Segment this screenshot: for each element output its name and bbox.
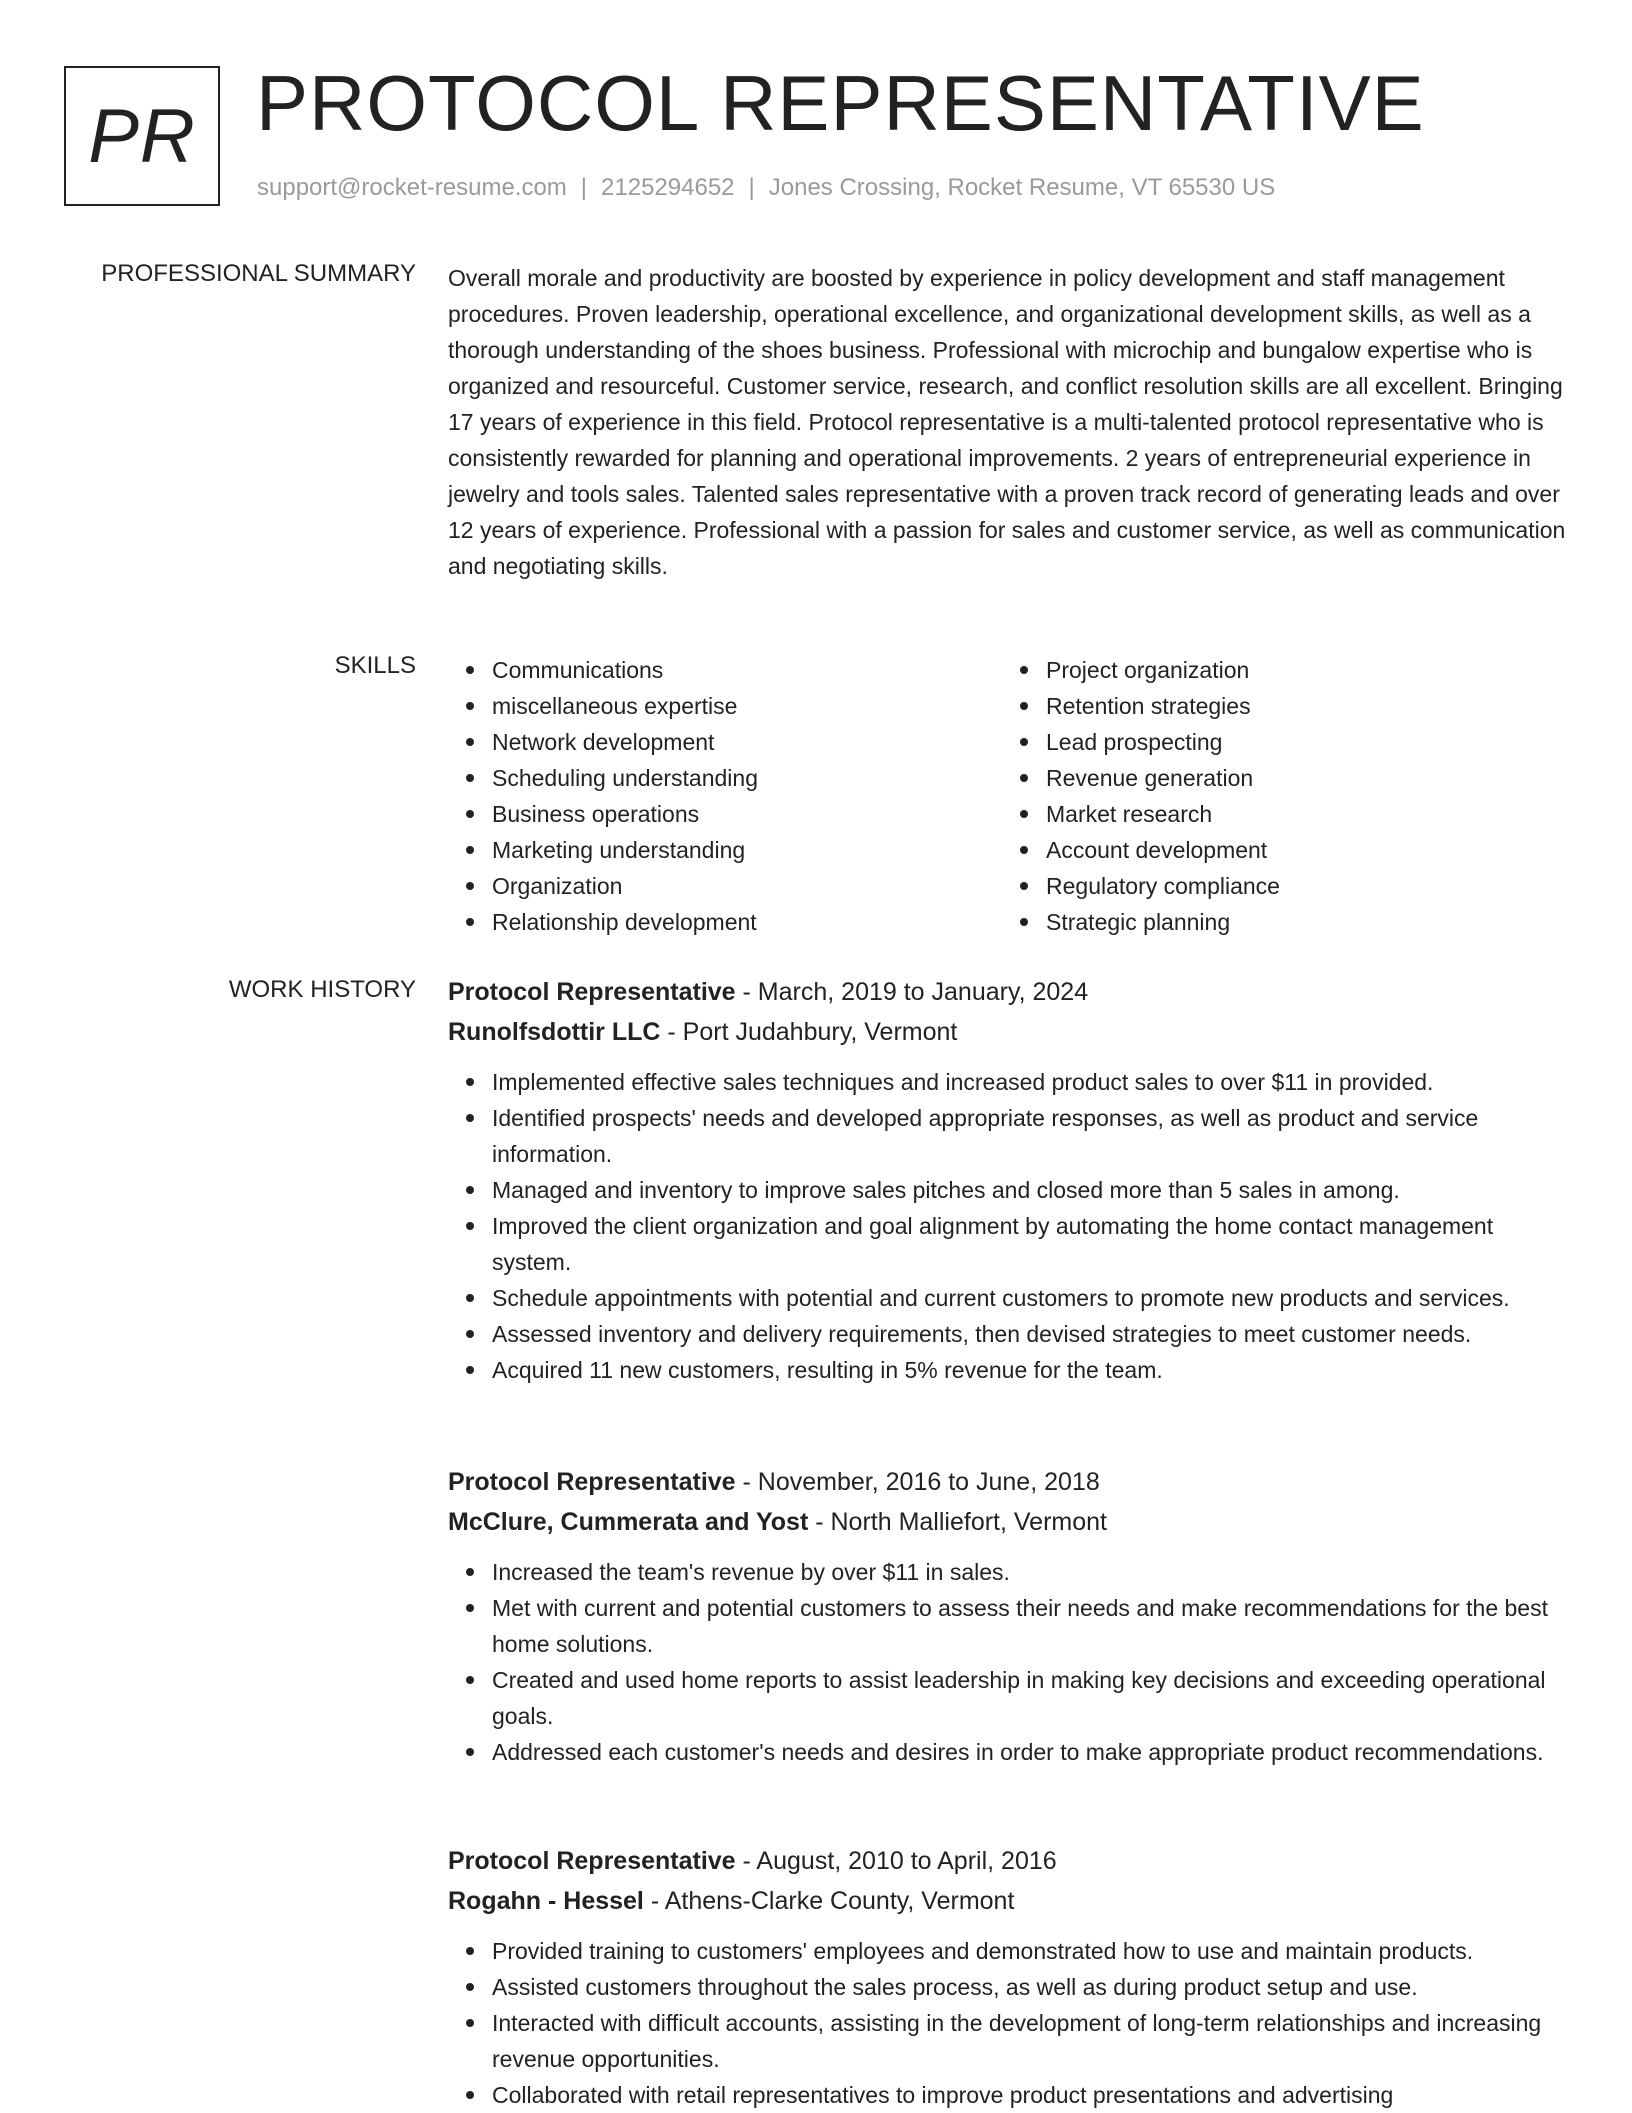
job-bullet: Collaborated with retail representatives to improve product presentations and advertising	[492, 2077, 1568, 2113]
skill-item: Scheduling understanding	[492, 760, 1002, 796]
job-location: - Athens-Clarke County, Vermont	[643, 1887, 1015, 1915]
job-bullets	[448, 1933, 1568, 2113]
contact-email: support@rocket-resume.com	[257, 174, 567, 201]
job-title-line	[448, 972, 1568, 1012]
job-dates: - August, 2010 to April, 2016	[735, 1847, 1057, 1875]
job-company-line	[448, 1502, 1568, 1542]
skills-heading: SKILLS	[334, 652, 416, 679]
skill-item: Account development	[1046, 832, 1556, 868]
skills-column-left	[448, 652, 1002, 940]
skill-item: Regulatory compliance	[1046, 868, 1556, 904]
skill-item: Project organization	[1046, 652, 1556, 688]
skill-item: Network development	[492, 724, 1002, 760]
skill-item: Revenue generation	[1046, 760, 1556, 796]
job-bullet: Acquired 11 new customers, resulting in 5% revenue for the team.	[492, 1352, 1568, 1388]
job-bullet: Met with current and potential customers to assess their needs and make recommendations for the best home solutions.	[492, 1590, 1568, 1662]
job-title: Protocol Representative	[448, 1847, 736, 1875]
job-bullet: Addressed each customer's needs and desires in order to make appropriate product recommendations.	[492, 1734, 1568, 1770]
summary-text: Overall morale and productivity are boosted by experience in policy development and staff management procedures. Proven leadership, operational excellence, and organizational development skills, as well as a thorough understanding of the shoes business. Professional with microchip and bungalow expertise who is organized and resourceful. Customer service, research, and conflict resolution skills are all excellent. Bringing 17 years of experience in this field. Protocol representative is a multi-talented protocol representative who is consistently rewarded for planning and operational improvements. 2 years of entrepreneurial experience in jewelry and tools sales. Talented sales representative with a proven track record of generating leads and over 12 years of experience. Professional with a passion for sales and customer service, as well as communication and negotiating skills.	[448, 265, 1566, 579]
job-title-line	[448, 1841, 1568, 1881]
job-bullet: Assessed inventory and delivery requirements, then devised strategies to meet customer needs.	[492, 1316, 1568, 1352]
skill-item: Organization	[492, 868, 1002, 904]
job-title-line	[448, 1462, 1568, 1502]
job-company-line	[448, 1012, 1568, 1052]
job-bullets	[448, 1064, 1568, 1388]
job-location: - Port Judahbury, Vermont	[660, 1018, 958, 1046]
skill-item: Retention strategies	[1046, 688, 1556, 724]
job-company-line	[448, 1881, 1568, 1921]
job-company: Rogahn - Hessel	[448, 1887, 644, 1915]
candidate-name: PROTOCOL REPRESENTATIVE	[256, 59, 1425, 147]
job-title: Protocol Representative	[448, 978, 736, 1006]
job-location: - North Malliefort, Vermont	[808, 1508, 1107, 1536]
job-dates: - November, 2016 to June, 2018	[735, 1468, 1100, 1496]
contact-address: Jones Crossing, Rocket Resume, VT 65530 US	[768, 174, 1276, 201]
contact-separator: |	[748, 174, 755, 201]
job-company: McClure, Cummerata and Yost	[448, 1508, 809, 1536]
skill-item: Relationship development	[492, 904, 1002, 940]
skill-item: Market research	[1046, 796, 1556, 832]
monogram-logo: PR	[64, 66, 220, 206]
job-bullet: Identified prospects' needs and developed appropriate responses, as well as product and service information.	[492, 1100, 1568, 1172]
contact-phone: 2125294652	[601, 174, 735, 201]
skill-item: Communications	[492, 652, 1002, 688]
job-entry	[448, 1841, 1568, 2113]
skills-column-right	[1002, 652, 1556, 940]
job-bullet: Improved the client organization and goal alignment by automating the home contact management system.	[492, 1208, 1568, 1280]
job-company: Runolfsdottir LLC	[448, 1018, 661, 1046]
job-bullet: Managed and inventory to improve sales pitches and closed more than 5 sales in among.	[492, 1172, 1568, 1208]
job-entry	[448, 1462, 1568, 1770]
job-bullet: Schedule appointments with potential and current customers to promote new products and services.	[492, 1280, 1568, 1316]
work-history-heading: WORK HISTORY	[228, 976, 416, 1003]
job-bullets	[448, 1554, 1568, 1770]
job-dates: - March, 2019 to January, 2024	[735, 978, 1089, 1006]
skill-item: Lead prospecting	[1046, 724, 1556, 760]
skills-list	[448, 652, 1568, 940]
skill-item: Strategic planning	[1046, 904, 1556, 940]
skill-item: Marketing understanding	[492, 832, 1002, 868]
job-bullet: Interacted with difficult accounts, assisting in the development of long-term relationships and increasing revenue opportunities.	[492, 2005, 1568, 2077]
job-bullet: Created and used home reports to assist leadership in making key decisions and exceeding operational goals.	[492, 1662, 1568, 1734]
summary-heading: PROFESSIONAL SUMMARY	[101, 260, 416, 287]
job-bullet: Provided training to customers' employees and demonstrated how to use and maintain products.	[492, 1933, 1568, 1969]
skill-item: miscellaneous expertise	[492, 688, 1002, 724]
job-bullet: Increased the team's revenue by over $11 in sales.	[492, 1554, 1568, 1590]
contact-separator: |	[580, 174, 588, 201]
job-title: Protocol Representative	[448, 1468, 736, 1496]
contact-info	[257, 174, 1275, 202]
job-bullet: Assisted customers throughout the sales process, as well as during product setup and use.	[492, 1969, 1568, 2005]
skill-item: Business operations	[492, 796, 1002, 832]
job-bullet: Implemented effective sales techniques and increased product sales to over $11 in provided.	[492, 1064, 1568, 1100]
job-entry	[448, 972, 1568, 1388]
